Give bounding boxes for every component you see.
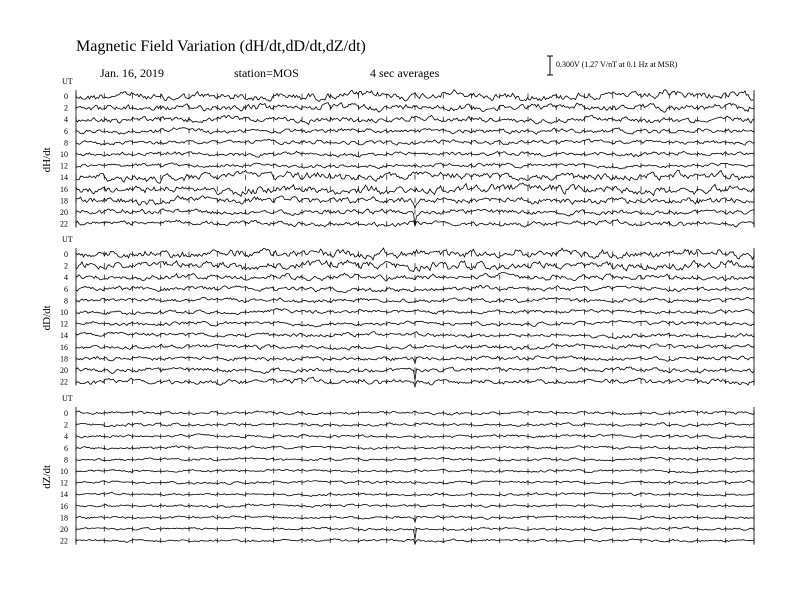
row-label: 0 [64, 92, 68, 101]
row-label: 18 [60, 513, 68, 523]
panel-y-label: dZ/dt [41, 464, 53, 489]
row-label: 6 [64, 284, 68, 294]
ut-axis-label: UT [62, 235, 73, 244]
averaging-label: 4 sec averages [370, 66, 440, 80]
row-label: 10 [60, 308, 68, 317]
row-label: 16 [60, 184, 68, 194]
row-label: 18 [60, 354, 68, 364]
row-label: 20 [60, 366, 68, 375]
panel-y-label: dH/dt [41, 147, 53, 173]
row-label: 22 [60, 377, 68, 387]
row-label: 22 [60, 219, 68, 229]
row-label: 2 [64, 420, 68, 430]
row-label: 0 [64, 409, 68, 418]
row-label: 22 [60, 536, 68, 546]
row-label: 20 [60, 208, 68, 217]
row-label: 6 [64, 443, 68, 453]
chart-title: Magnetic Field Variation (dH/dt,dD/dt,dZ/dt) [76, 38, 366, 55]
row-label: 14 [60, 490, 68, 500]
row-label: 16 [60, 342, 68, 352]
row-label: 16 [60, 501, 68, 511]
row-label: 8 [64, 296, 68, 306]
row-label: 2 [64, 103, 68, 113]
row-label: 14 [60, 173, 68, 183]
row-label: 4 [64, 432, 68, 442]
panel-y-label: dD/dt [41, 305, 53, 331]
row-label: 20 [60, 525, 68, 534]
row-label: 8 [64, 455, 68, 465]
row-label: 10 [60, 467, 68, 476]
row-label: 12 [60, 478, 68, 488]
row-label: 2 [64, 261, 68, 271]
row-label: 4 [64, 273, 68, 283]
ut-axis-label: UT [62, 77, 73, 86]
row-label: 4 [64, 115, 68, 125]
date-label: Jan. 16, 2019 [100, 66, 164, 80]
ut-axis-label: UT [62, 394, 73, 403]
station-label: station=MOS [234, 66, 299, 80]
row-label: 14 [60, 331, 68, 341]
row-label: 10 [60, 150, 68, 159]
row-label: 8 [64, 138, 68, 148]
row-label: 6 [64, 126, 68, 136]
row-label: 12 [60, 161, 68, 171]
row-label: 0 [64, 250, 68, 259]
row-label: 18 [60, 196, 68, 206]
scale-label: 0.300V (1.27 V/nT at 0.1 Hz at MSR) [556, 60, 678, 69]
row-label: 12 [60, 319, 68, 329]
